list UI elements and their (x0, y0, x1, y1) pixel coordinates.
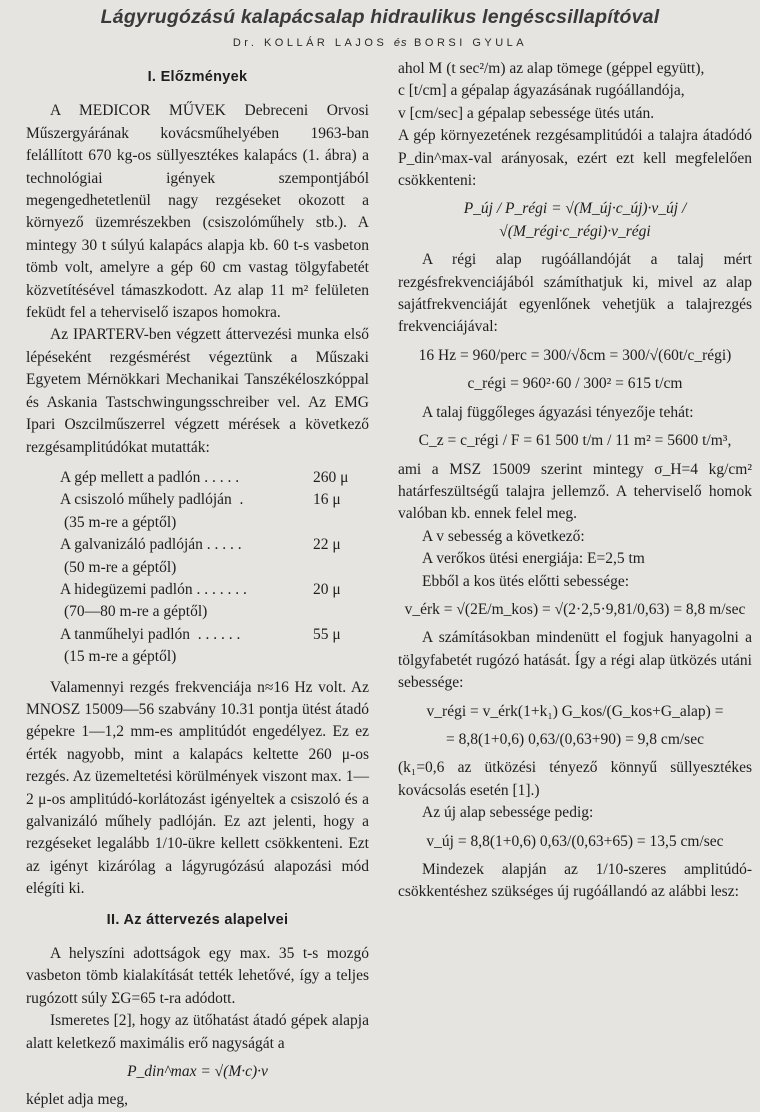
paragraph: A helyszíni adottságok egy max. 35 t-s mozgó vasbeton tömb kialakítását tették lehetővé, így a teljes rugózott súly ΣG=65 t-ra adódott. (26, 945, 369, 1007)
paragraph: Az IPARTERV-ben végzett áttervezési munka első lépéseként rezgésmérést végeztünk a Műszaki Egyetem Mérnökkari Mechanikai Tanszékéloszkóppal és Askania Tastschwingungsschreiber vel. Az EMG Ipari Oszcilműszerrel végzett mérések a következő rezgésamplitúdókat mutatták: (26, 326, 369, 456)
equation-force: P_din^max = √(M·c)·v (127, 1063, 268, 1081)
paragraph: ami a MSZ 15009 szerint mintegy σ_H=4 kg/cm² határfeszültségű talajra jellemző. A teherviselő homok valóban kb. ennek felel meg. (398, 460, 752, 523)
equation-ram-velocity: v_érk = √(2E/m_kos) = √(2·2,5·9,81/0,63) = 8,8 m/sec (404, 600, 746, 618)
measurement-value: 55 μ (313, 625, 341, 643)
section-heading-2: II. Az áttervezés alapelvei (106, 911, 289, 928)
paragraph: képlet adja meg, (26, 1091, 128, 1109)
measurement-label: A hidegüzemi padlón . . . . . . . (60, 580, 247, 598)
paragraph: A számításokban mindenütt el fogjuk hanyagolni a tölgyfabetét rugózó hatását. Így a régi alap ütközés utáni sebessége: (398, 629, 752, 692)
paragraph: A verőkos ütési energiája: E=2,5 tm (422, 550, 645, 568)
measurement-note: (70—80 m-re a géptől) (64, 603, 208, 621)
article-authors (0, 37, 760, 49)
paragraph: A régi alap rugóállandóját a talaj mért rezgésfrekvenciájából számíthatjuk ki, mivel az alap sajátfrekvenciáját egyenlőnek vehetjük a talajrezgés frekvenciájával: (398, 251, 752, 336)
author-a: Dr. KOLLÁR LAJOS (232, 37, 388, 49)
measurement-note: (15 m-re a géptől) (64, 648, 177, 666)
paragraph: Valamennyi rezgés frekvenciája n≈16 Hz volt. Az MNOSZ 15009—56 szabvány 10.31 pontja ütést átadó gépekre 1—1,2 mm-es amplitúdót engedélyez. Ez ez érték nagyobb, mint a kalapács keltette 260 μ-os rezgés. Az üzemeltetési körülmények viszont max. 1—2 μ-os amplitúdó-korlátozást igényeltek a csiszoló és a galvanizáló műhely padlóján. Ez azt jelenti, hogy a rezgéseket legalább 1/10-ükre kellett csökkenteni. Ezt az igényt kizárólag a lágyrugózású alapozási mód elégíti ki. (26, 678, 369, 898)
equation-new-velocity: v_új = 8,8(1+0,6) 0,63/(0,63+65) = 13,5 cm/sec (426, 832, 724, 850)
definition-line: c [t/cm] a gépalap ágyazásának rugóállandója, (398, 82, 685, 100)
author-conjunction: és (393, 37, 408, 49)
paragraph: A talaj függőleges ágyazási tényezője tehát: (422, 403, 694, 421)
measurement-list (60, 467, 369, 669)
paragraph: Ebből a kos ütés előtti sebessége: (422, 572, 630, 590)
measurement-row (60, 624, 369, 646)
equation-ratio: P_új / P_régi = √(M_új·c_új)·v_új / √(M_régi·c_régi)·v_régi (463, 200, 687, 240)
paragraph: A gép környezetének rezgésamplitúdói a talajra átadódó P_din^max-val arányosak, ezért ezt kell megfelelően csökkenteni: (398, 127, 752, 190)
measurement-row (60, 579, 369, 601)
left-column (26, 58, 369, 1112)
measurement-label: A gép mellett a padlón . . . . . (60, 468, 240, 486)
author-b: BORSI GYULA (414, 37, 528, 49)
right-column (398, 58, 752, 904)
paragraph: A v sebesség a következő: (422, 527, 585, 545)
measurement-note: (50 m-re a géptől) (64, 558, 177, 576)
definition-line: v [cm/sec] a gépalap sebessége ütés után. (398, 104, 655, 122)
measurement-label: A tanműhelyi padlón . . . . . . (60, 625, 241, 643)
measurement-value: 20 μ (313, 580, 341, 598)
equation-spring-constant: c_régi = 960²·60 / 300² = 615 t/cm (467, 375, 683, 393)
measurement-value: 16 μ (313, 491, 341, 509)
measurement-row (60, 467, 369, 489)
equation-old-velocity: v_régi = v_érk(1+k₁) G_kos/(G_kos+G_alap) = (426, 702, 724, 720)
equation-bedding: C_z = c_régi / F = 61 500 t/m / 11 m² = 5600 t/m³, (418, 432, 732, 450)
measurement-label: A galvanizáló padlóján . . . . . (60, 536, 242, 554)
paragraph: Az új alap sebessége pedig: (422, 804, 594, 822)
section-heading-1: I. Előzmények (147, 69, 248, 85)
paragraph: Ismeretes [2], hogy az ütőhatást átadó gépek alapja alatt keletkező maximális erő nagyságát a (26, 1012, 369, 1052)
measurement-label: A csiszoló műhely padlóján . (60, 491, 244, 509)
article-title: Lágyrugózású kalapácsalap hidraulikus lengéscsillapítóval (100, 6, 660, 28)
definition-line: ahol M (t sec²/m) az alap tömege (géppel együtt), (398, 60, 705, 77)
paragraph: Mindezek alapján az 1/10-szeres amplitúdó-csökkentéshez szükséges új rugóállandó az alábbi lesz: (398, 861, 752, 901)
measurement-note: (35 m-re a géptől) (64, 513, 177, 531)
measurement-value: 260 μ (313, 468, 349, 486)
measurement-row (60, 489, 369, 511)
equation-old-velocity-value: = 8,8(1+0,6) 0,63/(0,63+90) = 9,8 cm/sec (446, 730, 704, 748)
equation-frequency: 16 Hz = 960/perc = 300/√δcm = 300/√(60t/c_régi) (418, 346, 732, 364)
paragraph: (k₁=0,6 az ütközési tényező könnyű süllyesztékes kovácsolás esetén [1].) (398, 759, 752, 799)
measurement-row (60, 534, 369, 556)
measurement-value: 22 μ (313, 536, 341, 554)
paragraph: A MEDICOR MŰVEK Debreceni Orvosi Műszergyárának kovácsműhelyében 1963-ban felállított 670 kg-os süllyesztékes kalapács (1. ábra) a technológiai igények szempontjából megengedhetetlenül nagy rezgéseket okozott a környező üzemrészekben (csiszolóműhely stb.). A mintegy 30 t súlyú kalapács alapja kb. 60 t-s vasbeton tömb volt, amelyre a gép 60 cm vastag tölgyfabetét közvetítésével támaszkodott. Az alap 11 m² felületen feküdt fel a teherviselő iszapos homokra. (26, 102, 369, 322)
